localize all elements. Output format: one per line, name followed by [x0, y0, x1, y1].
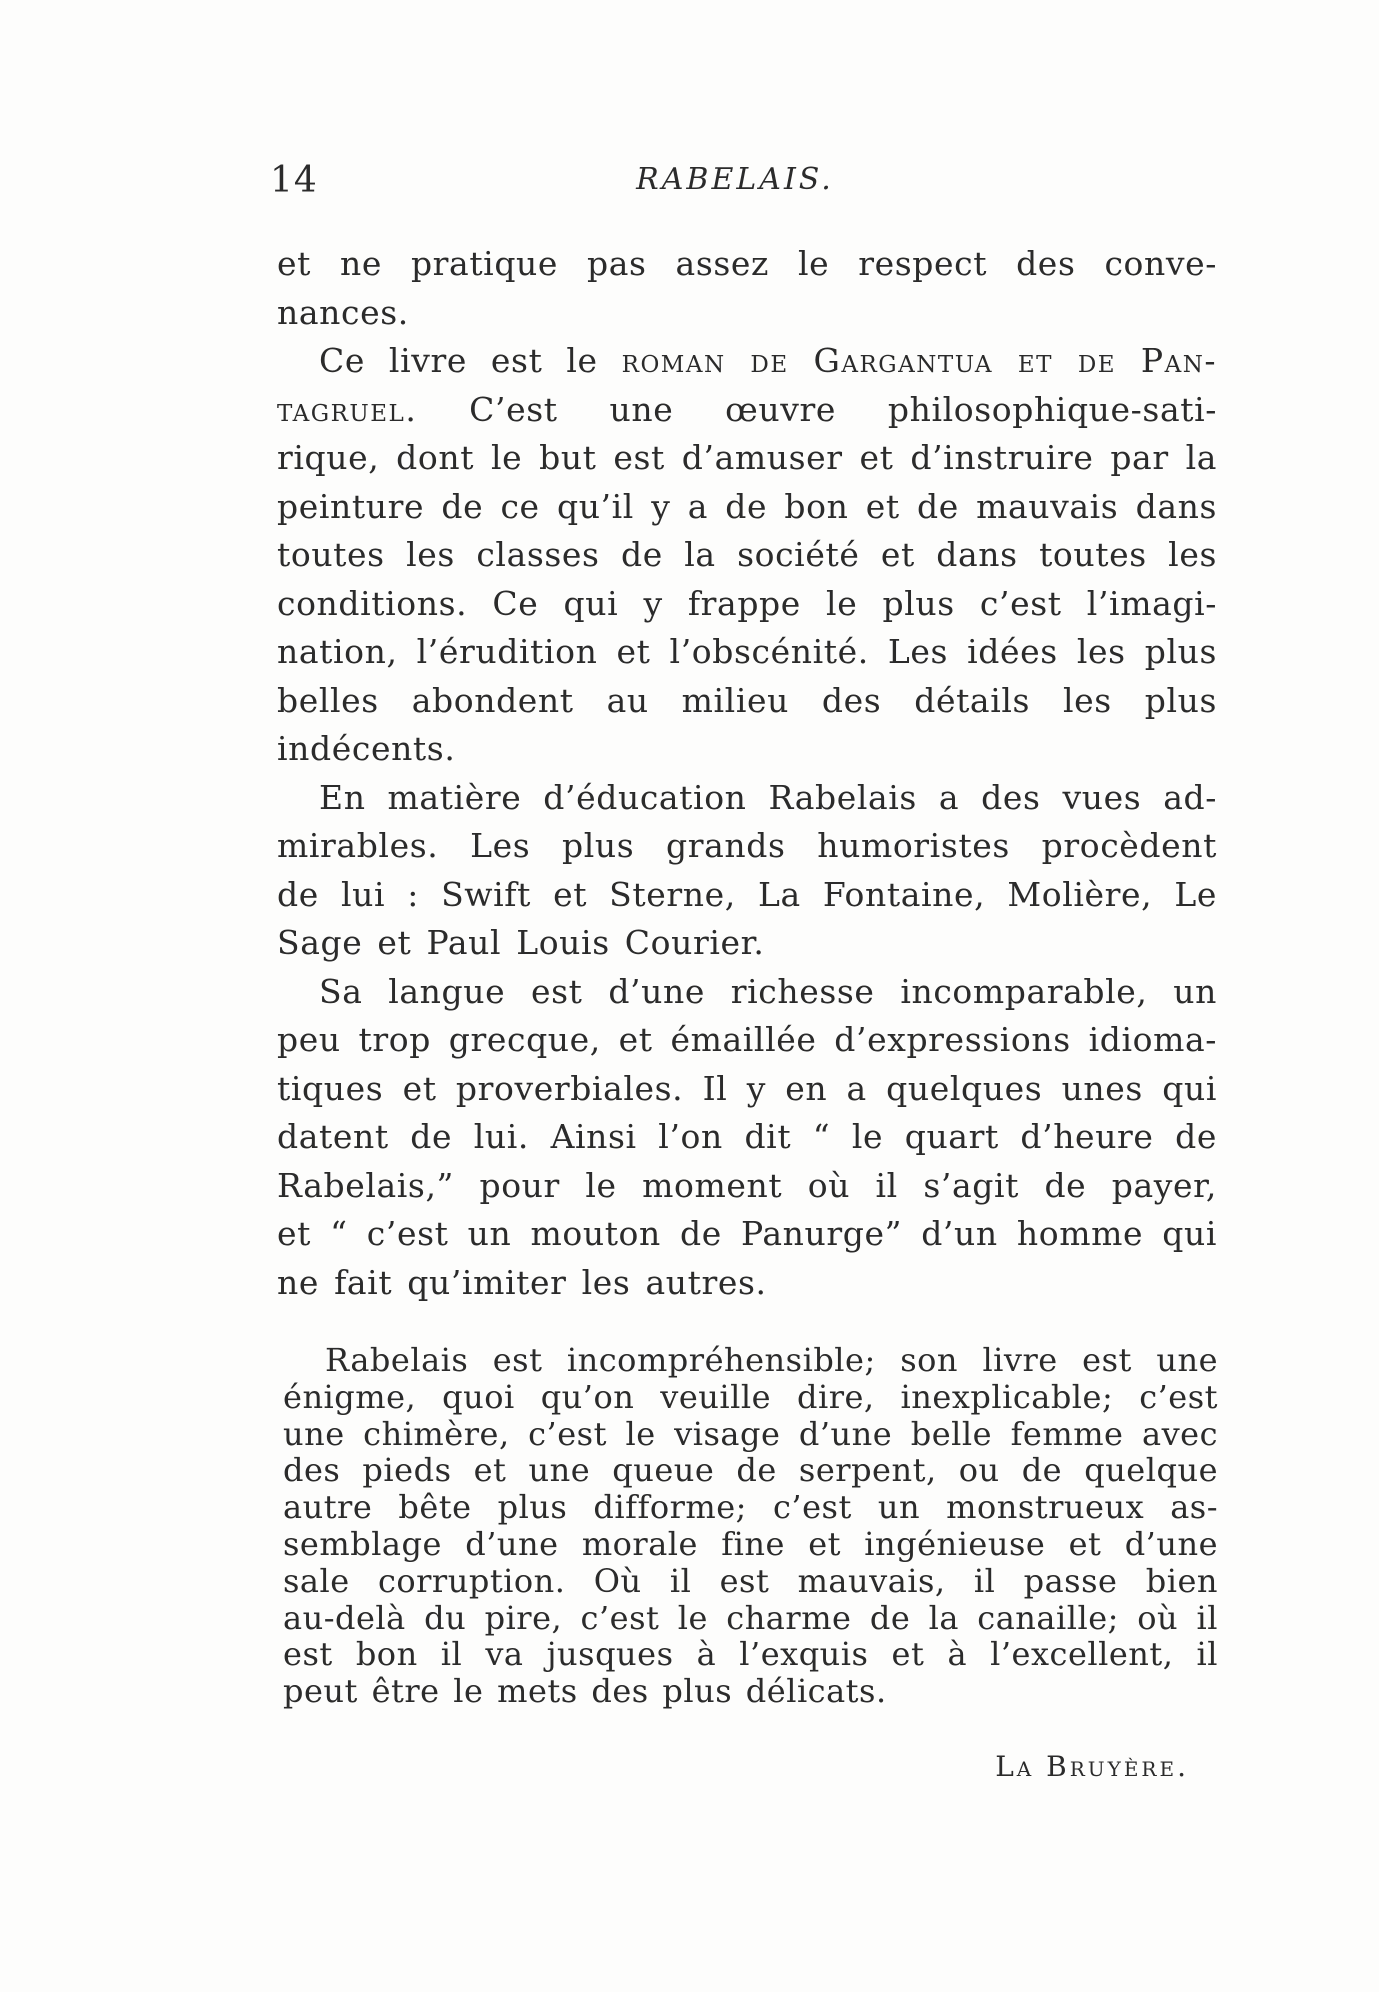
main-text	[277, 240, 1217, 1307]
quote-line: énigme, quoi qu’on veuille dire, inexplicable; c’est	[283, 1377, 1218, 1416]
quote-attribution: La Bruyère.	[995, 1750, 1189, 1783]
text-line: rique, dont le but est d’amuser et d’instruire par la	[277, 438, 1217, 477]
text-run: C’est une œuvre philosophique-sati-	[417, 389, 1217, 429]
page-number: 14	[270, 160, 318, 201]
text-line: et ne pratique pas assez le respect des conve-	[277, 244, 1217, 283]
quote-line: semblage d’une morale fine et ingénieuse et d’une	[283, 1524, 1218, 1563]
epigraph-quote	[283, 1342, 1218, 1710]
text-line: ne fait qu’imiter les autres.	[277, 1262, 767, 1302]
quote-line: sale corruption. Où il est mauvais, il passe bien	[283, 1561, 1218, 1600]
page-header	[270, 160, 1220, 210]
quote-line: des pieds et une queue de serpent, ou de quelque	[283, 1451, 1218, 1490]
book-title-smallcaps: roman de Gargantua et de Pan-	[621, 341, 1217, 380]
text-line	[277, 386, 1217, 435]
text-line: et “ c’est un mouton de Panurge” d’un homme qui	[277, 1214, 1217, 1253]
text-line: toutes les classes de la société et dans toutes les	[277, 535, 1217, 574]
text-line: nances.	[277, 292, 409, 332]
text-line: nation, l’érudition et l’obscénité. Les idées les plus	[277, 632, 1217, 671]
quote-line: est bon il va jusques à l’exquis et à l’excellent, il	[283, 1635, 1218, 1674]
quote-line: une chimère, c’est le visage d’une belle femme avec	[283, 1414, 1218, 1453]
text-line	[277, 337, 1217, 386]
text-line: Sage et Paul Louis Courier.	[277, 923, 765, 962]
text-run: Ce livre est le	[319, 341, 622, 380]
text-line: Sa langue est d’une richesse incomparable, un	[319, 971, 1217, 1011]
quote-line: au-delà du pire, c’est le charme de la canaille; où il	[283, 1598, 1218, 1637]
quote-line: autre bête plus difforme; c’est un monstrueux as-	[283, 1488, 1218, 1527]
quote-line: peut être le mets des plus délicats.	[283, 1672, 887, 1711]
book-title-smallcaps: tagruel.	[277, 389, 418, 429]
text-line: Rabelais,” pour le moment où il s’agit de payer,	[277, 1165, 1217, 1205]
text-line: En matière d’éducation Rabelais a des vues ad-	[319, 777, 1217, 817]
text-line: de lui : Swift et Sterne, La Fontaine, Molière, Le	[277, 874, 1217, 914]
running-title: RABELAIS.	[636, 162, 834, 197]
text-line: indécents.	[277, 729, 456, 768]
quote-line: Rabelais est incompréhensible; son livre est une	[325, 1341, 1218, 1379]
text-line: peu trop grecque, et émaillée d’expressions idioma-	[277, 1020, 1217, 1059]
text-line: mirables. Les plus grands humoristes procèdent	[277, 826, 1217, 865]
text-line: belles abondent au milieu des détails les plus	[277, 680, 1217, 720]
text-line: peinture de ce qu’il y a de bon et de mauvais dans	[277, 486, 1217, 526]
text-line: datent de lui. Ainsi l’on dit “ le quart d’heure de	[277, 1117, 1217, 1156]
text-line: conditions. Ce qui y frappe le plus c’est l’imagi-	[277, 583, 1217, 623]
text-line: tiques et proverbiales. Il y en a quelques unes qui	[277, 1068, 1217, 1108]
